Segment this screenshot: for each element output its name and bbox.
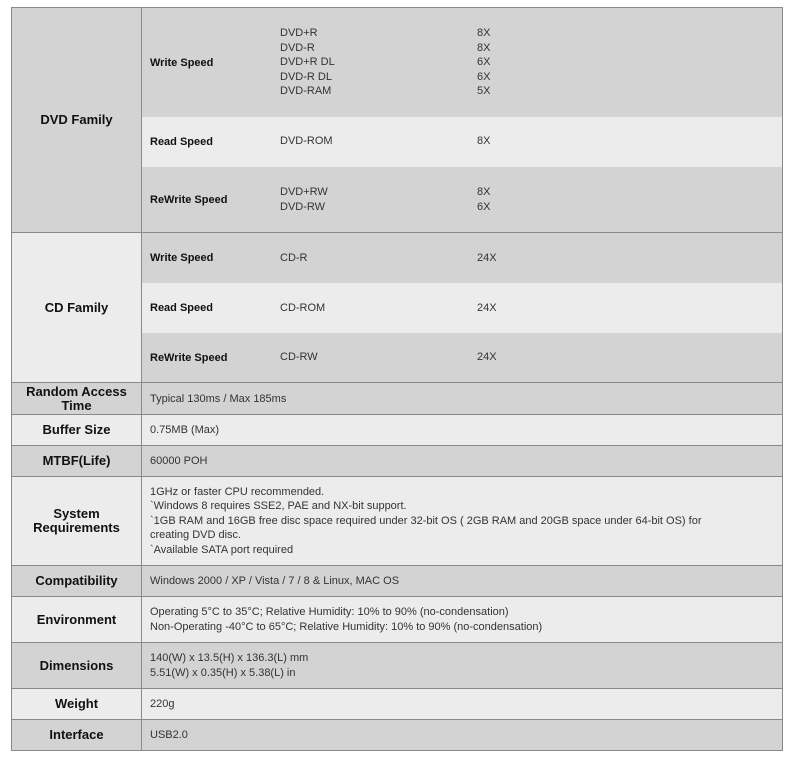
label-line: System [53, 506, 100, 521]
media-item: DVD+RW [280, 186, 328, 198]
environment-label: Environment [12, 597, 142, 642]
buffer-size-label: Buffer Size [12, 415, 142, 445]
dvd-read-speed-label: Read Speed [150, 136, 213, 148]
random-access-label [12, 383, 142, 414]
cd-read-speed [142, 283, 782, 333]
speed-item: 8X [477, 186, 491, 198]
media-item: DVD-RW [280, 200, 326, 213]
cd-read-speed-list [477, 283, 497, 333]
speed-item: 8X [477, 41, 491, 54]
environment-row [12, 597, 782, 643]
media-item: DVD+R [280, 27, 318, 40]
buffer-size-value: 0.75MB (Max) [150, 424, 220, 436]
system-requirements-row [12, 477, 782, 566]
media-item: DVD+R DL [280, 56, 335, 69]
compatibility-label: Compatibility [12, 566, 142, 596]
speed-item: 6X [477, 200, 491, 213]
media-item: DVD-ROM [280, 135, 333, 147]
random-access-row [12, 383, 782, 415]
dvd-write-speed-list [477, 8, 490, 117]
dvd-rewrite-speed-label: ReWrite Speed [150, 193, 228, 206]
cd-rewrite-speed-label: ReWrite Speed [150, 351, 228, 364]
cd-family-row [12, 233, 782, 383]
label-line: Random Access [26, 383, 127, 399]
dimensions-row [12, 643, 782, 689]
weight-row [12, 689, 782, 720]
media-item: CD-ROM [280, 301, 326, 314]
dvd-rewrite-media-list [280, 167, 328, 232]
environment-value [150, 597, 774, 642]
speed-item: 5X [477, 85, 491, 98]
requirement-line: `Available SATA port required [150, 543, 294, 556]
dvd-rewrite-speed [142, 167, 782, 232]
speed-item: 24X [477, 301, 497, 314]
speed-item: 6X [477, 70, 491, 83]
random-access-value: Typical 130ms / Max 185ms [150, 392, 287, 405]
dvd-read-media-list [280, 117, 333, 167]
dimensions-label: Dimensions [12, 643, 142, 688]
cd-read-media-list [280, 283, 325, 333]
interface-row [12, 720, 782, 750]
cd-write-speed-list [477, 233, 497, 283]
cd-rewrite-media-list [280, 333, 318, 382]
dvd-write-speed-label: Write Speed [150, 56, 214, 69]
mtbf-label: MTBF(Life) [12, 446, 142, 476]
system-requirements-value [150, 477, 774, 565]
interface-label: Interface [12, 720, 142, 750]
cd-write-speed-label: Write Speed [150, 252, 214, 264]
dvd-write-media-list [280, 8, 335, 117]
mtbf-value: 60000 POH [150, 455, 208, 467]
interface-value: USB2.0 [150, 729, 188, 741]
cd-rewrite-speed-list [477, 333, 497, 382]
media-item: DVD-RAM [280, 85, 332, 98]
cd-write-media-list [280, 233, 308, 283]
dvd-family-row [12, 8, 782, 233]
dimension-line: 140(W) x 13.5(H) x 136.3(L) mm [150, 651, 309, 664]
compatibility-value: Windows 2000 / XP / Vista / 7 / 8 & Linux, MAC OS [150, 575, 400, 587]
buffer-size-row [12, 415, 782, 446]
dvd-read-speed-list [477, 117, 490, 167]
speed-item: 24X [477, 251, 497, 264]
media-item: DVD-R [280, 41, 315, 54]
mtbf-row [12, 446, 782, 477]
dvd-read-speed [142, 117, 782, 167]
requirement-line: `Windows 8 requires SSE2, PAE and NX-bit support. [150, 500, 407, 513]
speed-item: 8X [477, 135, 491, 147]
cd-rewrite-speed [142, 333, 782, 382]
environment-line: Operating 5°C to 35°C; Relative Humidity: 10% to 90% (no-condensation) [150, 605, 509, 618]
cd-write-speed [142, 233, 782, 283]
dvd-rewrite-speed-list [477, 167, 490, 232]
dvd-write-speed [142, 8, 782, 117]
dvd-family-label: DVD Family [12, 8, 142, 232]
compatibility-row [12, 566, 782, 597]
weight-value: 220g [150, 698, 175, 710]
speed-item: 8X [477, 27, 491, 40]
media-item: DVD-R DL [280, 70, 332, 83]
cd-read-speed-label: Read Speed [150, 302, 213, 314]
system-requirements-label [12, 477, 142, 565]
media-item: CD-RW [280, 351, 318, 364]
label-line: Requirements [33, 520, 120, 535]
weight-label: Weight [12, 689, 142, 719]
requirement-line: 1GHz or faster CPU recommended. [150, 485, 325, 498]
speed-item: 6X [477, 56, 491, 69]
media-item: CD-R [280, 251, 308, 264]
label-line: Time [61, 397, 92, 413]
speed-item: 24X [477, 351, 497, 364]
requirement-line: creating DVD disc. [150, 529, 242, 542]
environment-line: Non-Operating -40°C to 65°C; Relative Humidity: 10% to 90% (no-condensation) [150, 620, 543, 633]
requirement-line: `1GB RAM and 16GB free disc space required under 32-bit OS ( 2GB RAM and 20GB space under 64-bit OS) for [150, 514, 702, 527]
spec-table [11, 7, 783, 751]
dimensions-value [150, 643, 774, 688]
cd-family-label: CD Family [12, 233, 142, 382]
dimension-line: 5.51(W) x 0.35(H) x 5.38(L) in [150, 666, 296, 679]
